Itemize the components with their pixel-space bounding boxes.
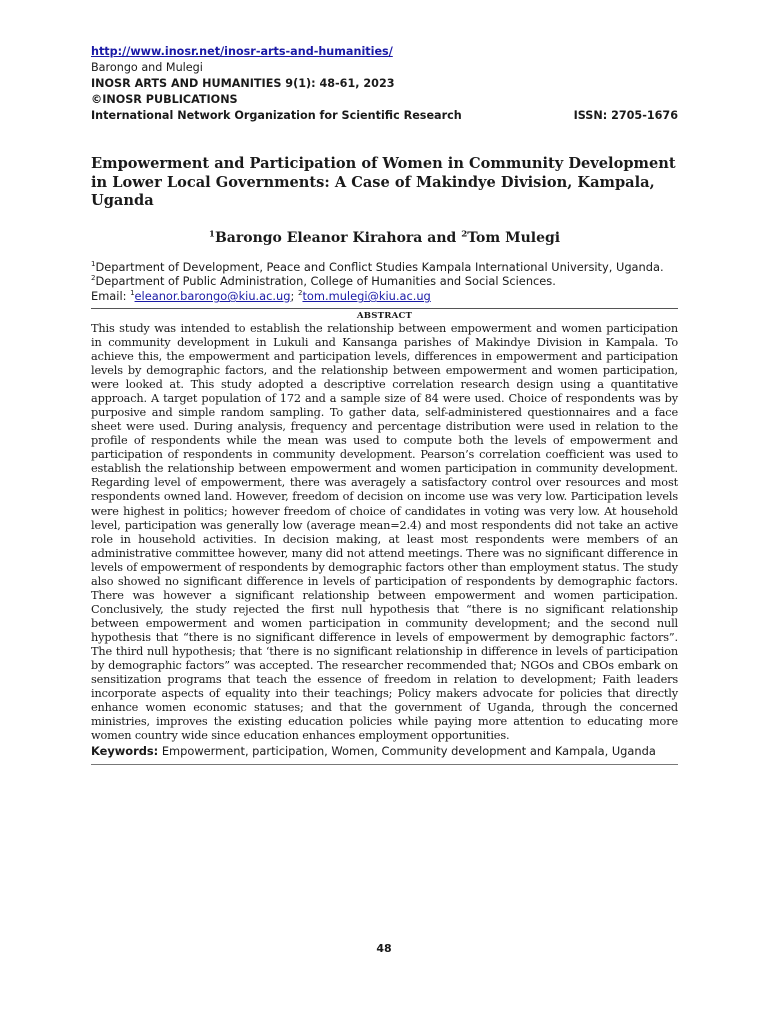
abstract-body: This study was intended to establish the relationship between empowerment and women participation in community development in Lukuli and Kansanga parishes of Makindye Division in Kampala. To achieve this, the empowerment and participation levels, differences in empowerment and participation levels by demographic factors, and the relationship between empowerment and women participation, were looked at. This study adopted a descriptive correlation research design using a quantitative approach. A target population of 172 and a sample size of 84 were used. Choice of respondents was by purposive and simple random sampling. To gather data, self-administered questionnaires and a face sheet were used. During analysis, frequency and percentage distribution were used in relation to the profile of respondents while the mean was used to compute both the levels of empowerment and participation of respondents in community development. Pearson’s correlation coefficient was used to establish the relationship between empowerment and women participation in community development. Regarding level of empowerment, there was averagely a satisfactory control over resources and most respondents owned land. However, freedom of decision on income use was very low. Participation levels were highest in politics; however freedom of choice of candidates in voting was very low. At household level, participation was generally low (average mean=2.4) and most respondents did not take an active role in household activities. In decision making, at least most respondents were members of an administrative committee however, many did not attend meetings. There was no significant difference in levels of empowerment of respondents by demographic factors other than employment status. The study also showed no significant difference in levels of participation of respondents by demographic factors. There was however a significant relationship between empowerment and women participation. Conclusively, the study rejected the first null hypothesis that “there is no significant relationship between empowerment and women participation in community development; and the second null hypothesis that “there is no significant difference in levels of empowerment by demographic factors”. The third null hypothesis; that ‘there is no significant relationship in difference in levels of participation by demographic factors” was accepted. The researcher recommended that; NGOs and CBOs embark on sensitization programs that teach the essence of freedom in relation to development; Faith leaders incorporate aspects of equality into their teachings; Policy makers advocate for policies that directly enhance women economic statuses; and that the government of Uganda, through the concerned ministries, improves the existing education policies while paying more attention to educating more women country wide since education enhances employment opportunities. <box>91 321 678 743</box>
journal-url-link[interactable]: http://www.inosr.net/inosr-arts-and-humanities/ <box>91 45 393 58</box>
email1-superscript: 1 <box>130 288 135 298</box>
publisher-line: ©INOSR PUBLICATIONS <box>91 93 238 106</box>
author2-name: Tom Mulegi <box>467 229 561 246</box>
abstract-heading: ABSTRACT <box>356 310 413 321</box>
keywords-text: Empowerment, participation, Women, Community development and Kampala, Uganda <box>158 744 656 759</box>
keywords-line <box>91 744 678 759</box>
affiliation-2-superscript: 2 <box>91 273 96 283</box>
paper-title: Empowerment and Participation of Women in Community Development in Lower Local Governments: A Case of Makindye Division, Kampala, Uganda <box>91 155 676 209</box>
email1-link[interactable]: eleanor.barongo@kiu.ac.ug <box>134 289 291 304</box>
affiliation-1 <box>91 260 678 275</box>
journal-citation: INOSR ARTS AND HUMANITIES 9(1): 48-61, 2023 <box>91 77 395 90</box>
author-connector: and <box>422 229 462 246</box>
organization-row <box>91 108 678 124</box>
issn: ISSN: 2705-1676 <box>573 109 678 122</box>
top-divider <box>91 308 678 309</box>
email-label: Email: <box>91 289 131 304</box>
email-separator: ; <box>290 289 298 304</box>
author1-superscript: 1 <box>208 228 215 239</box>
affiliation-1-superscript: 1 <box>91 258 96 268</box>
author1-name: Barongo Eleanor Kirahora <box>214 229 423 246</box>
bottom-divider <box>91 764 678 765</box>
paper-page <box>91 44 678 765</box>
running-authors: Barongo and Mulegi <box>91 61 203 74</box>
author2-superscript: 2 <box>461 228 468 239</box>
affiliation-2 <box>91 274 678 289</box>
organization-name: International Network Organization for Scientific Research <box>91 109 462 122</box>
email2-superscript: 2 <box>297 288 303 298</box>
email-line <box>91 289 678 304</box>
affiliation-1-text: Department of Development, Peace and Conflict Studies Kampala International University, Uganda. <box>95 259 664 274</box>
keywords-label: Keywords: <box>91 744 159 759</box>
author-line <box>91 228 678 248</box>
page-number: 48 <box>376 942 392 955</box>
affiliation-2-text: Department of Public Administration, College of Humanities and Social Sciences. <box>95 274 556 289</box>
email2-link[interactable]: tom.mulegi@kiu.ac.ug <box>302 289 431 304</box>
affiliations <box>91 260 678 304</box>
